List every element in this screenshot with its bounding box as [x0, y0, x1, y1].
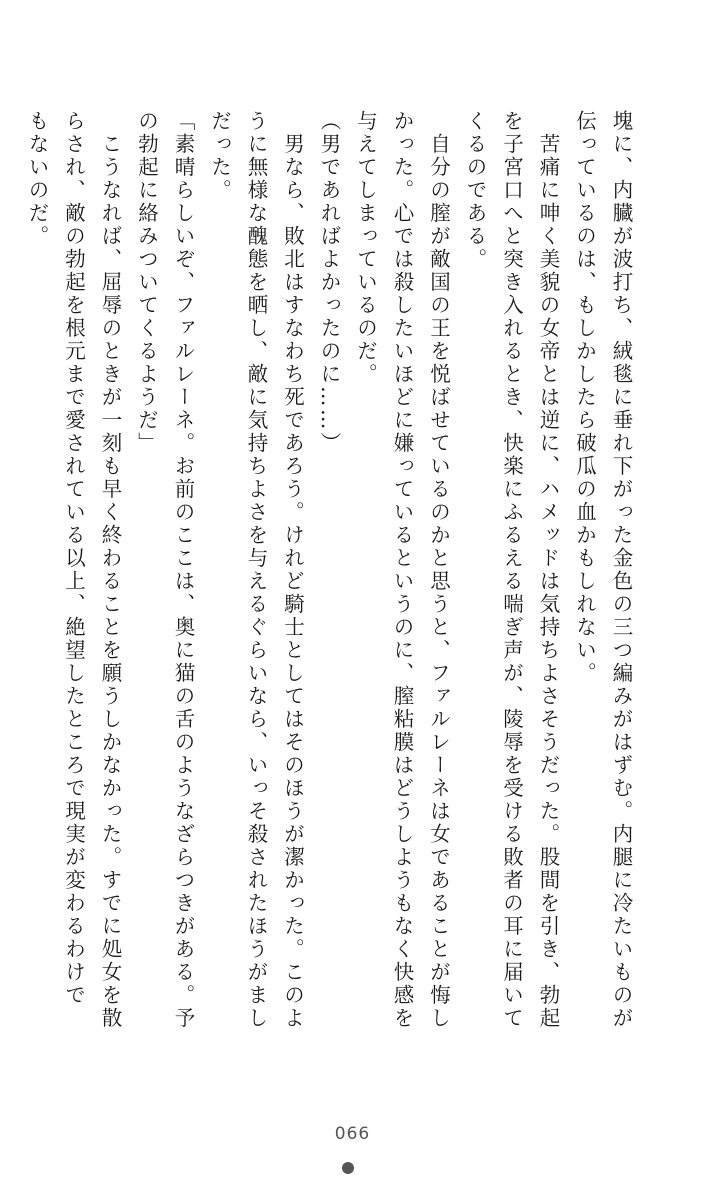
- text-line: うに無様な醜態を晒し、敵に気持ちよさを与えるぐらいなら、いっそ殺されたほうがまし: [244, 110, 268, 1030]
- text-line: 「素晴らしいぞ、ファルレーネ。お前のここは、奥に猫の舌のようなざらつきがある。予: [171, 110, 195, 1030]
- text-line: （男であればよかったのに……）: [317, 110, 341, 455]
- text-line: の勃起に絡みついてくるようだ」: [134, 110, 159, 455]
- text-line: 男なら、敗北はすなわち死であろう。けれど騎士としてはそのほうが潔かった。このよ: [280, 110, 305, 1030]
- text-line: 伝っているのは、もしかしたら破瓜の血かもしれない。: [572, 110, 597, 685]
- text-line: こうなれば、屈辱のときが一刻も早く終わることを願うしかなかった。すでに処女を散: [98, 110, 122, 1030]
- text-line: 塊に、内臓が波打ち、絨毯に垂れ下がった金色の三つ編みがはずむ。内腿に冷たいものが: [609, 110, 633, 1030]
- text-line: らされ、敵の勃起を根元まで愛されている以上、絶望したところで現実が変わるわけで: [61, 110, 86, 1007]
- page-number: 066: [334, 1124, 371, 1144]
- text-line: 苦痛に呻く美貌の女帝とは逆に、ハメッドは気持ちよさそうだった。股間を引き、勃起: [536, 110, 560, 1030]
- text-line: を子宮口へと突き入れるとき、快楽にふるえる喘ぎ声が、陵辱を受ける敗者の耳に届いて: [499, 110, 524, 1030]
- text-line: かった。心では殺したいほどに嫌っているというのに、膣粘膜はどうしようもなく快感を: [390, 110, 414, 1030]
- page-marker-dot: [342, 1162, 354, 1174]
- text-line: だった。: [207, 110, 232, 202]
- text-line: もないのだ。: [25, 110, 49, 248]
- text-line: くるのである。: [463, 110, 487, 271]
- text-line: 与えてしまっているのだ。: [353, 110, 378, 386]
- vertical-text-body: [25, 110, 639, 1030]
- text-line: 自分の膣が敵国の王を悦ばせているのかと思うと、ファルレーネは女であることが悔し: [426, 110, 451, 1030]
